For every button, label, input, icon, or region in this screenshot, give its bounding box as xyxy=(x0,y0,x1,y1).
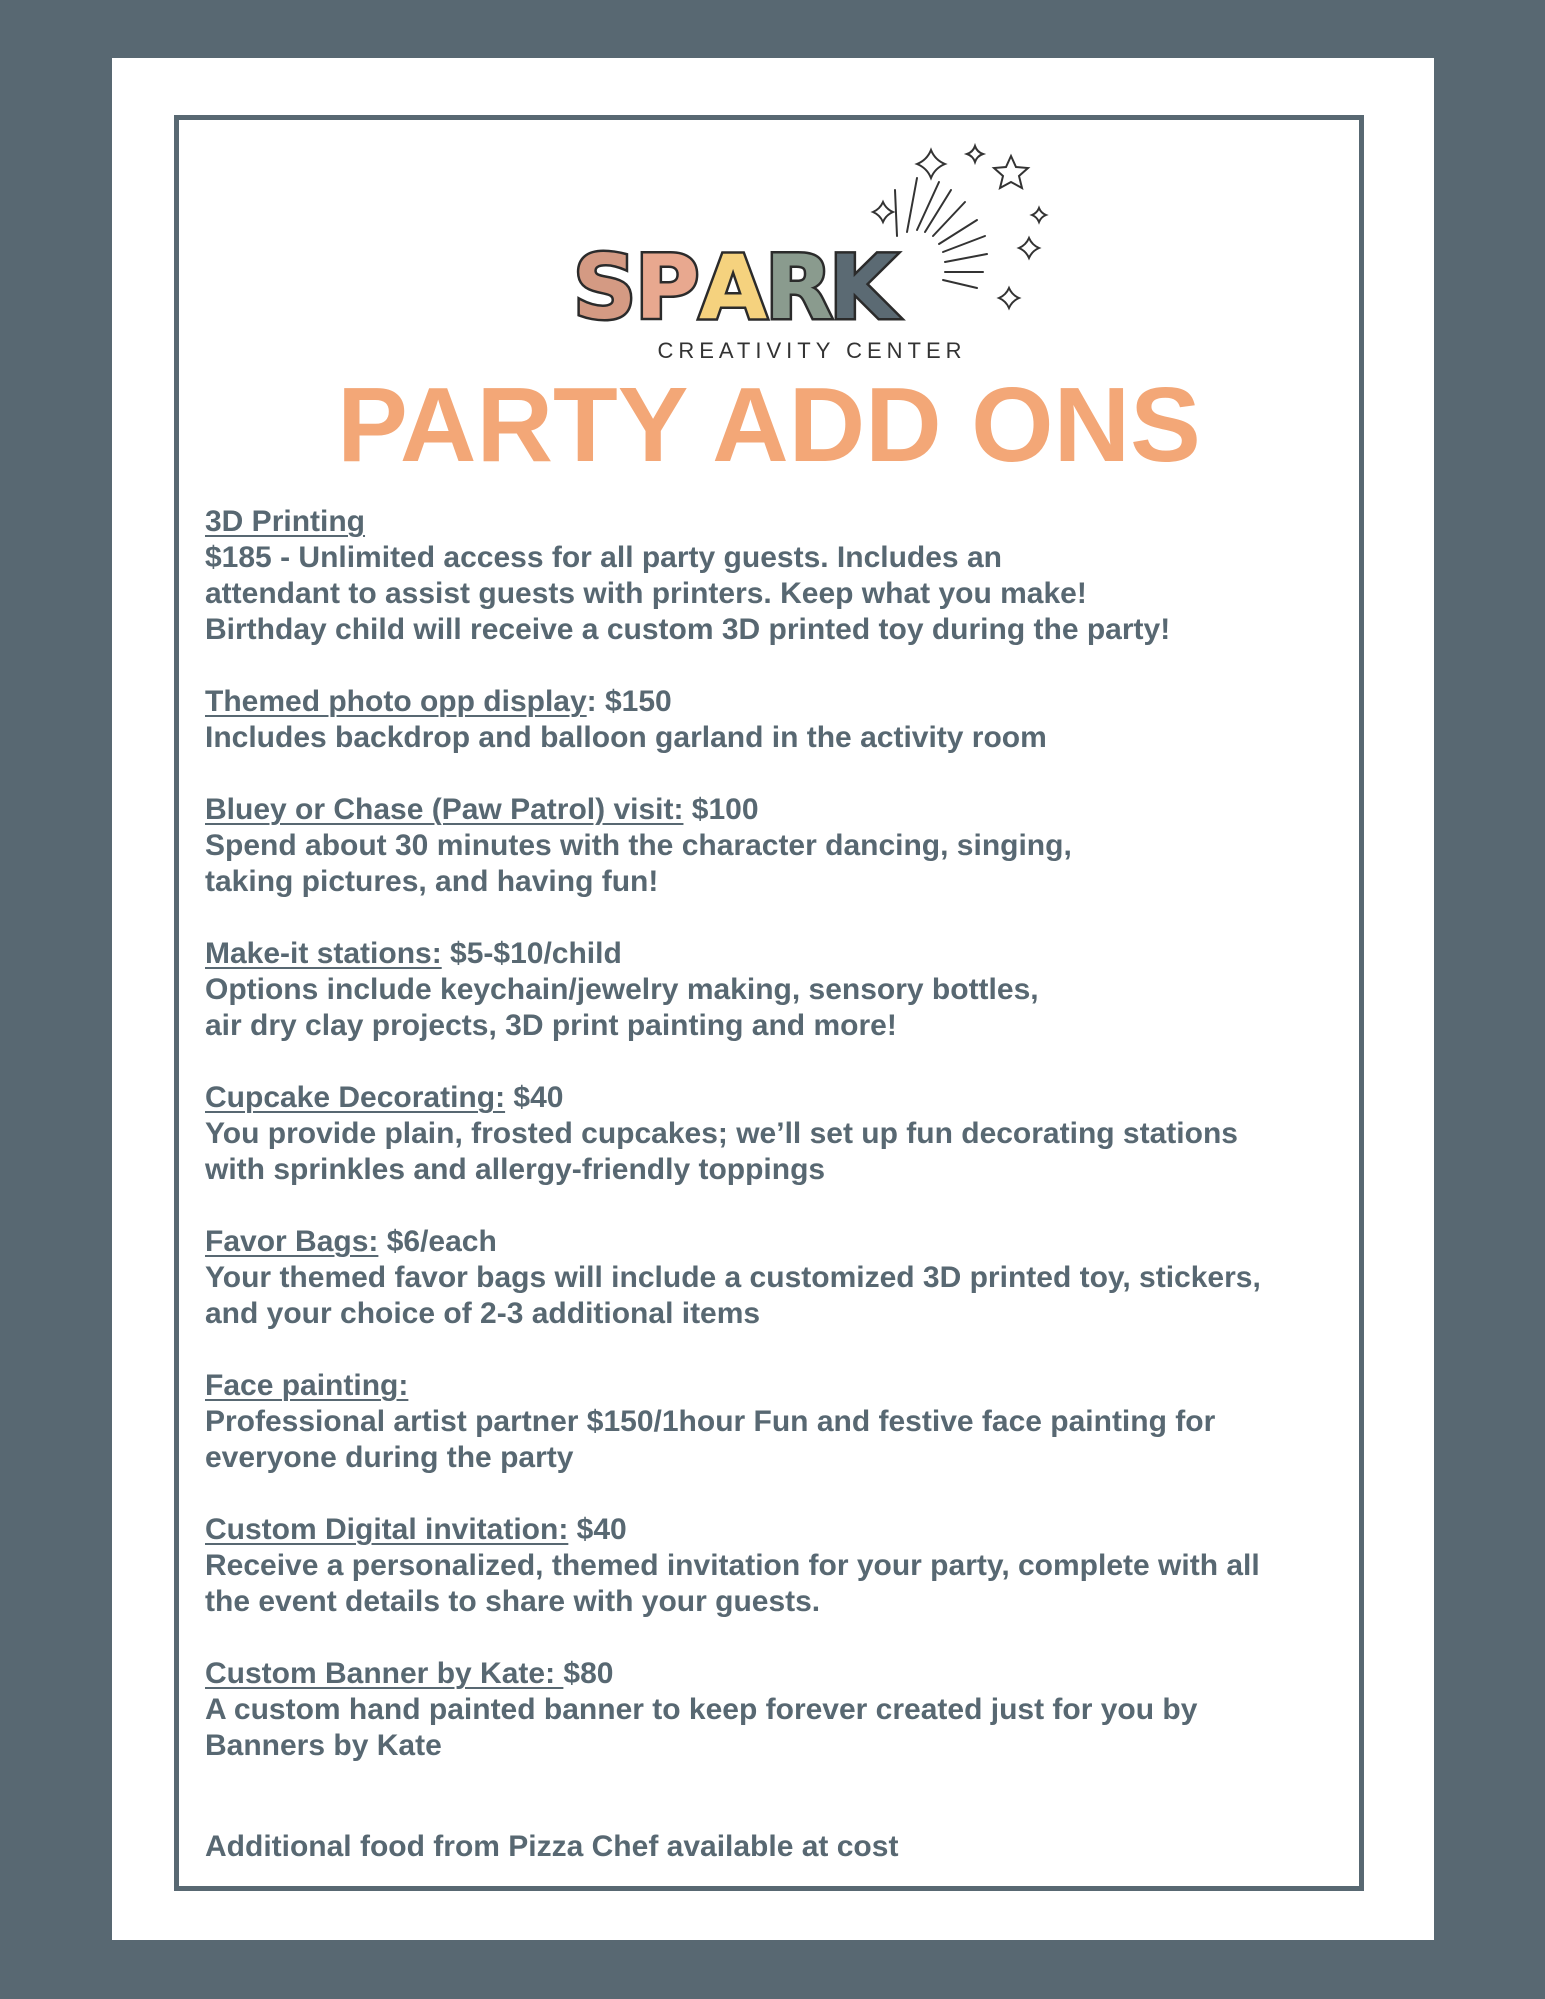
addon-description-line: taking pictures, and having fun! xyxy=(205,865,659,898)
addon-item xyxy=(205,792,1335,900)
addon-item xyxy=(205,1512,1335,1620)
addon-description-line: everyone during the party xyxy=(205,1441,574,1474)
addon-heading xyxy=(205,1656,1335,1692)
addon-description-line: Spend about 30 minutes with the character dancing, singing, xyxy=(205,829,1072,862)
addon-price: : $150 xyxy=(586,685,672,718)
addon-heading xyxy=(205,504,1335,540)
addon-item xyxy=(205,504,1335,648)
footer-note: Additional food from Pizza Chef available at cost xyxy=(205,1830,899,1863)
logo-letter-p: P xyxy=(635,236,700,339)
addon-description-line: A custom hand painted banner to keep forever created just for you by xyxy=(205,1693,1198,1726)
addon-item xyxy=(205,1656,1335,1764)
addon-description-line: attendant to assist guests with printers. Keep what you make! xyxy=(205,577,1087,610)
logo-letter-k: K xyxy=(829,236,898,339)
addon-description-line: $185 - Unlimited access for all party guests. Includes an xyxy=(205,541,1002,574)
addon-description-line: Your themed favor bags will include a customized 3D printed toy, stickers, xyxy=(205,1261,1261,1294)
addon-heading xyxy=(205,684,1335,720)
addon-item xyxy=(205,936,1335,1044)
logo-letter-s: S xyxy=(573,236,637,339)
addon-heading xyxy=(205,1368,1335,1404)
addon-description-line: Banners by Kate xyxy=(205,1729,442,1762)
addon-description-line: Includes backdrop and balloon garland in the activity room xyxy=(205,721,1047,754)
addon-name: Themed photo opp display xyxy=(205,685,587,718)
addon-description-line: Birthday child will receive a custom 3D printed toy during the party! xyxy=(205,613,1171,646)
addon-list xyxy=(205,504,1335,1800)
addon-name: Custom Digital invitation: xyxy=(205,1513,569,1546)
addon-price: $40 xyxy=(568,1513,627,1546)
logo-tagline: CREATIVITY CENTER xyxy=(657,338,967,363)
addon-heading xyxy=(205,792,1335,828)
addon-price: $6/each xyxy=(378,1225,497,1258)
logo-letter-a: A xyxy=(699,236,768,339)
addon-name: 3D Printing xyxy=(205,505,366,538)
addon-price: $80 xyxy=(563,1657,614,1690)
addon-item xyxy=(205,1080,1335,1188)
spark-logo xyxy=(179,120,1359,380)
addon-description-line: Professional artist partner $150/1hour Fun and festive face painting for xyxy=(205,1405,1216,1438)
flyer-page xyxy=(112,58,1434,1940)
addon-heading xyxy=(205,1512,1335,1548)
addon-description-line: air dry clay projects, 3D print painting and more! xyxy=(205,1009,897,1042)
addon-name: Favor Bags: xyxy=(205,1225,379,1258)
page-title: PARTY ADD ONS xyxy=(337,366,1201,484)
addon-name: Face painting: xyxy=(205,1369,409,1402)
addon-description-line: Receive a personalized, themed invitation for your party, complete with all xyxy=(205,1549,1260,1582)
addon-item xyxy=(205,1224,1335,1332)
firework-icon xyxy=(895,178,987,288)
addon-name: Bluey or Chase (Paw Patrol) visit: xyxy=(205,793,684,826)
addon-heading xyxy=(205,1080,1335,1116)
addon-name: Make-it stations: xyxy=(205,937,442,970)
addon-name: Cupcake Decorating: xyxy=(205,1081,506,1114)
flyer-border xyxy=(174,115,1364,1891)
logo-letter-r: R xyxy=(765,236,833,339)
addon-description-line: You provide plain, frosted cupcakes; we’ll set up fun decorating stations xyxy=(205,1117,1238,1150)
addon-price: $5-$10/child xyxy=(441,937,622,970)
addon-description-line: Options include keychain/jewelry making, sensory bottles, xyxy=(205,973,1039,1006)
addon-description-line: with sprinkles and allergy-friendly toppings xyxy=(205,1153,826,1186)
addon-name: Custom Banner by Kate: xyxy=(205,1657,564,1690)
addon-price: $40 xyxy=(505,1081,564,1114)
addon-description-line: the event details to share with your guests. xyxy=(205,1585,821,1618)
spark-logo-graphic xyxy=(179,120,1369,380)
addon-item xyxy=(205,684,1335,756)
addon-heading xyxy=(205,936,1335,972)
addon-heading xyxy=(205,1224,1335,1260)
addon-item xyxy=(205,1368,1335,1476)
addon-description-line: and your choice of 2-3 additional items xyxy=(205,1297,761,1330)
addon-price: $100 xyxy=(683,793,759,826)
